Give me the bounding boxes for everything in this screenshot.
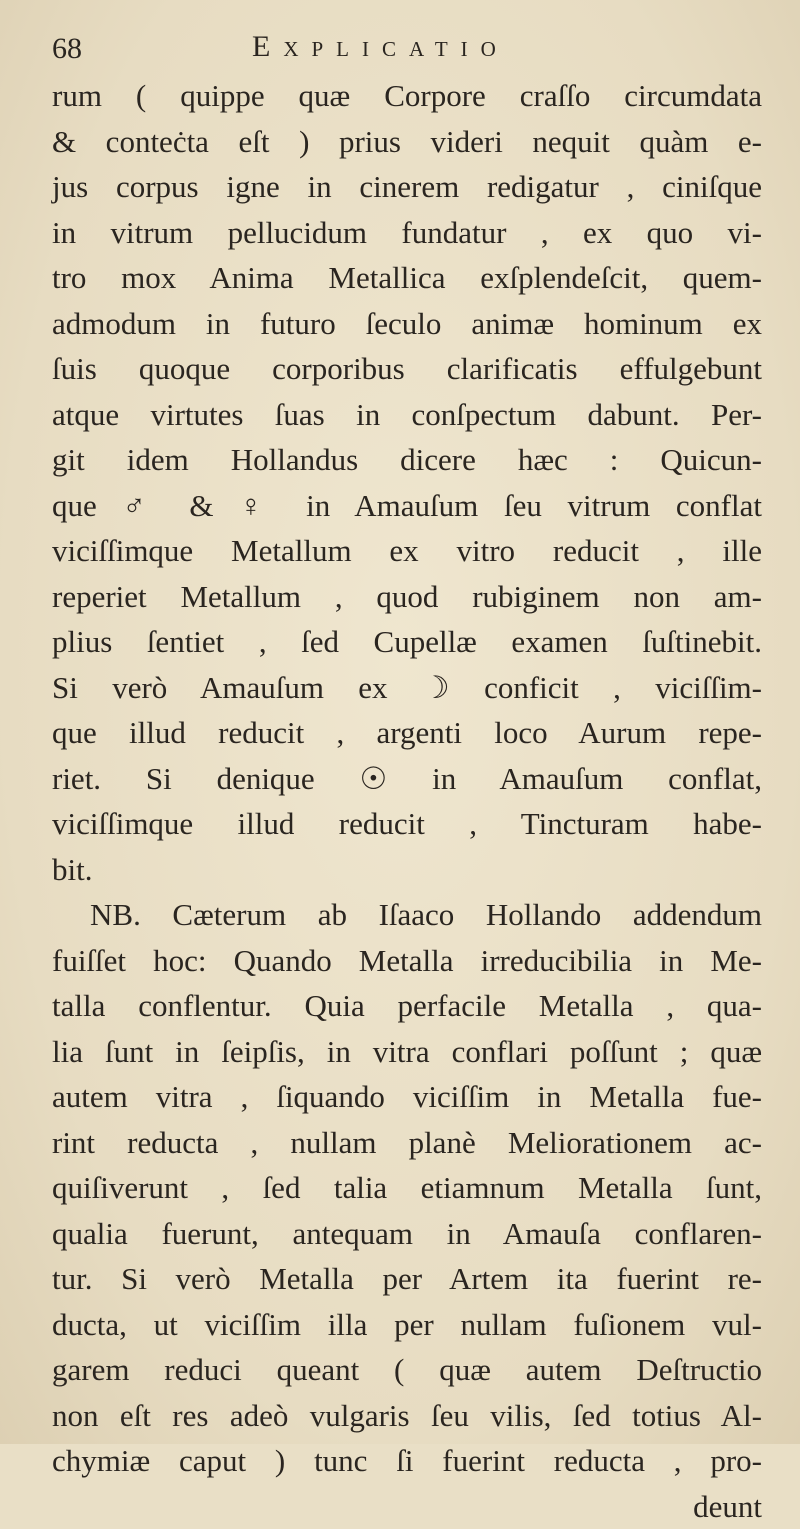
- text-line: talla conflentur. Quia perfacile Metalla , qua-: [52, 983, 762, 1029]
- text-line: que ♂ & ♀ in Amauſum ſeu vitrum conflat: [52, 483, 762, 529]
- body-text: [52, 73, 762, 1529]
- text-line: jus corpus igne in cinerem redigatur , ciniſque: [52, 164, 762, 210]
- page-header: [52, 22, 752, 72]
- text-line: NB. Cæterum ab Iſaaco Hollando addendum: [52, 892, 762, 938]
- text-line: Si verò Amauſum ex ☽ conficit , viciſſim-: [52, 665, 762, 711]
- text-line: ſuis quoque corporibus clarificatis effulgebunt: [52, 346, 762, 392]
- text-line: rum ( quippe quæ Corpore craſſo circumdata: [52, 73, 762, 119]
- text-line: lia ſunt in ſeipſis, in vitra conflari poſſunt ; quæ: [52, 1029, 762, 1075]
- text-line: viciſſimque Metallum ex vitro reducit , ille: [52, 528, 762, 574]
- text-line: tro mox Anima Metallica exſplendeſcit, quem-: [52, 255, 762, 301]
- text-line: in vitrum pellucidum fundatur , ex quo vi-: [52, 210, 762, 256]
- text-line: & conteċta eſt ) prius videri nequit quàm e-: [52, 119, 762, 165]
- text-line: admodum in futuro ſeculo animæ hominum ex: [52, 301, 762, 347]
- text-line: autem vitra , ſiquando viciſſim in Metalla fue-: [52, 1074, 762, 1120]
- text-line: atque virtutes ſuas in conſpectum dabunt. Per-: [52, 392, 762, 438]
- text-line: riet. Si denique ☉ in Amauſum conflat,: [52, 756, 762, 802]
- catchword: deunt: [52, 1484, 762, 1529]
- text-line: chymiæ caput ) tunc ſi fuerint reducta , pro-: [52, 1438, 762, 1484]
- text-line: ducta, ut viciſſim illa per nullam fuſionem vul-: [52, 1302, 762, 1348]
- text-line: plius ſentiet , ſed Cupellæ examen ſuſtinebit.: [52, 619, 762, 665]
- text-line: que illud reducit , argenti loco Aurum repe-: [52, 710, 762, 756]
- text-line: garem reduci queant ( quæ autem Deſtructio: [52, 1347, 762, 1393]
- page-number: 68: [52, 32, 82, 66]
- text-line: quiſiverunt , ſed talia etiamnum Metalla ſunt,: [52, 1165, 762, 1211]
- text-line: non eſt res adeò vulgaris ſeu vilis, ſed totius Al-: [52, 1393, 762, 1439]
- text-line: viciſſimque illud reducit , Tincturam habe-: [52, 801, 762, 847]
- text-line: qualia fuerunt, antequam in Amauſa conflaren-: [52, 1211, 762, 1257]
- text-line: fuiſſet hoc: Quando Metalla irreducibilia in Me-: [52, 938, 762, 984]
- text-line: tur. Si verò Metalla per Artem ita fuerint re-: [52, 1256, 762, 1302]
- text-line: rint reducta , nullam planè Meliorationem ac-: [52, 1120, 762, 1166]
- running-title: Explicatio: [252, 30, 509, 64]
- text-line: git idem Hollandus dicere hæc : Quicun-: [52, 437, 762, 483]
- text-line: reperiet Metallum , quod rubiginem non am-: [52, 574, 762, 620]
- text-line: bit.: [52, 847, 762, 893]
